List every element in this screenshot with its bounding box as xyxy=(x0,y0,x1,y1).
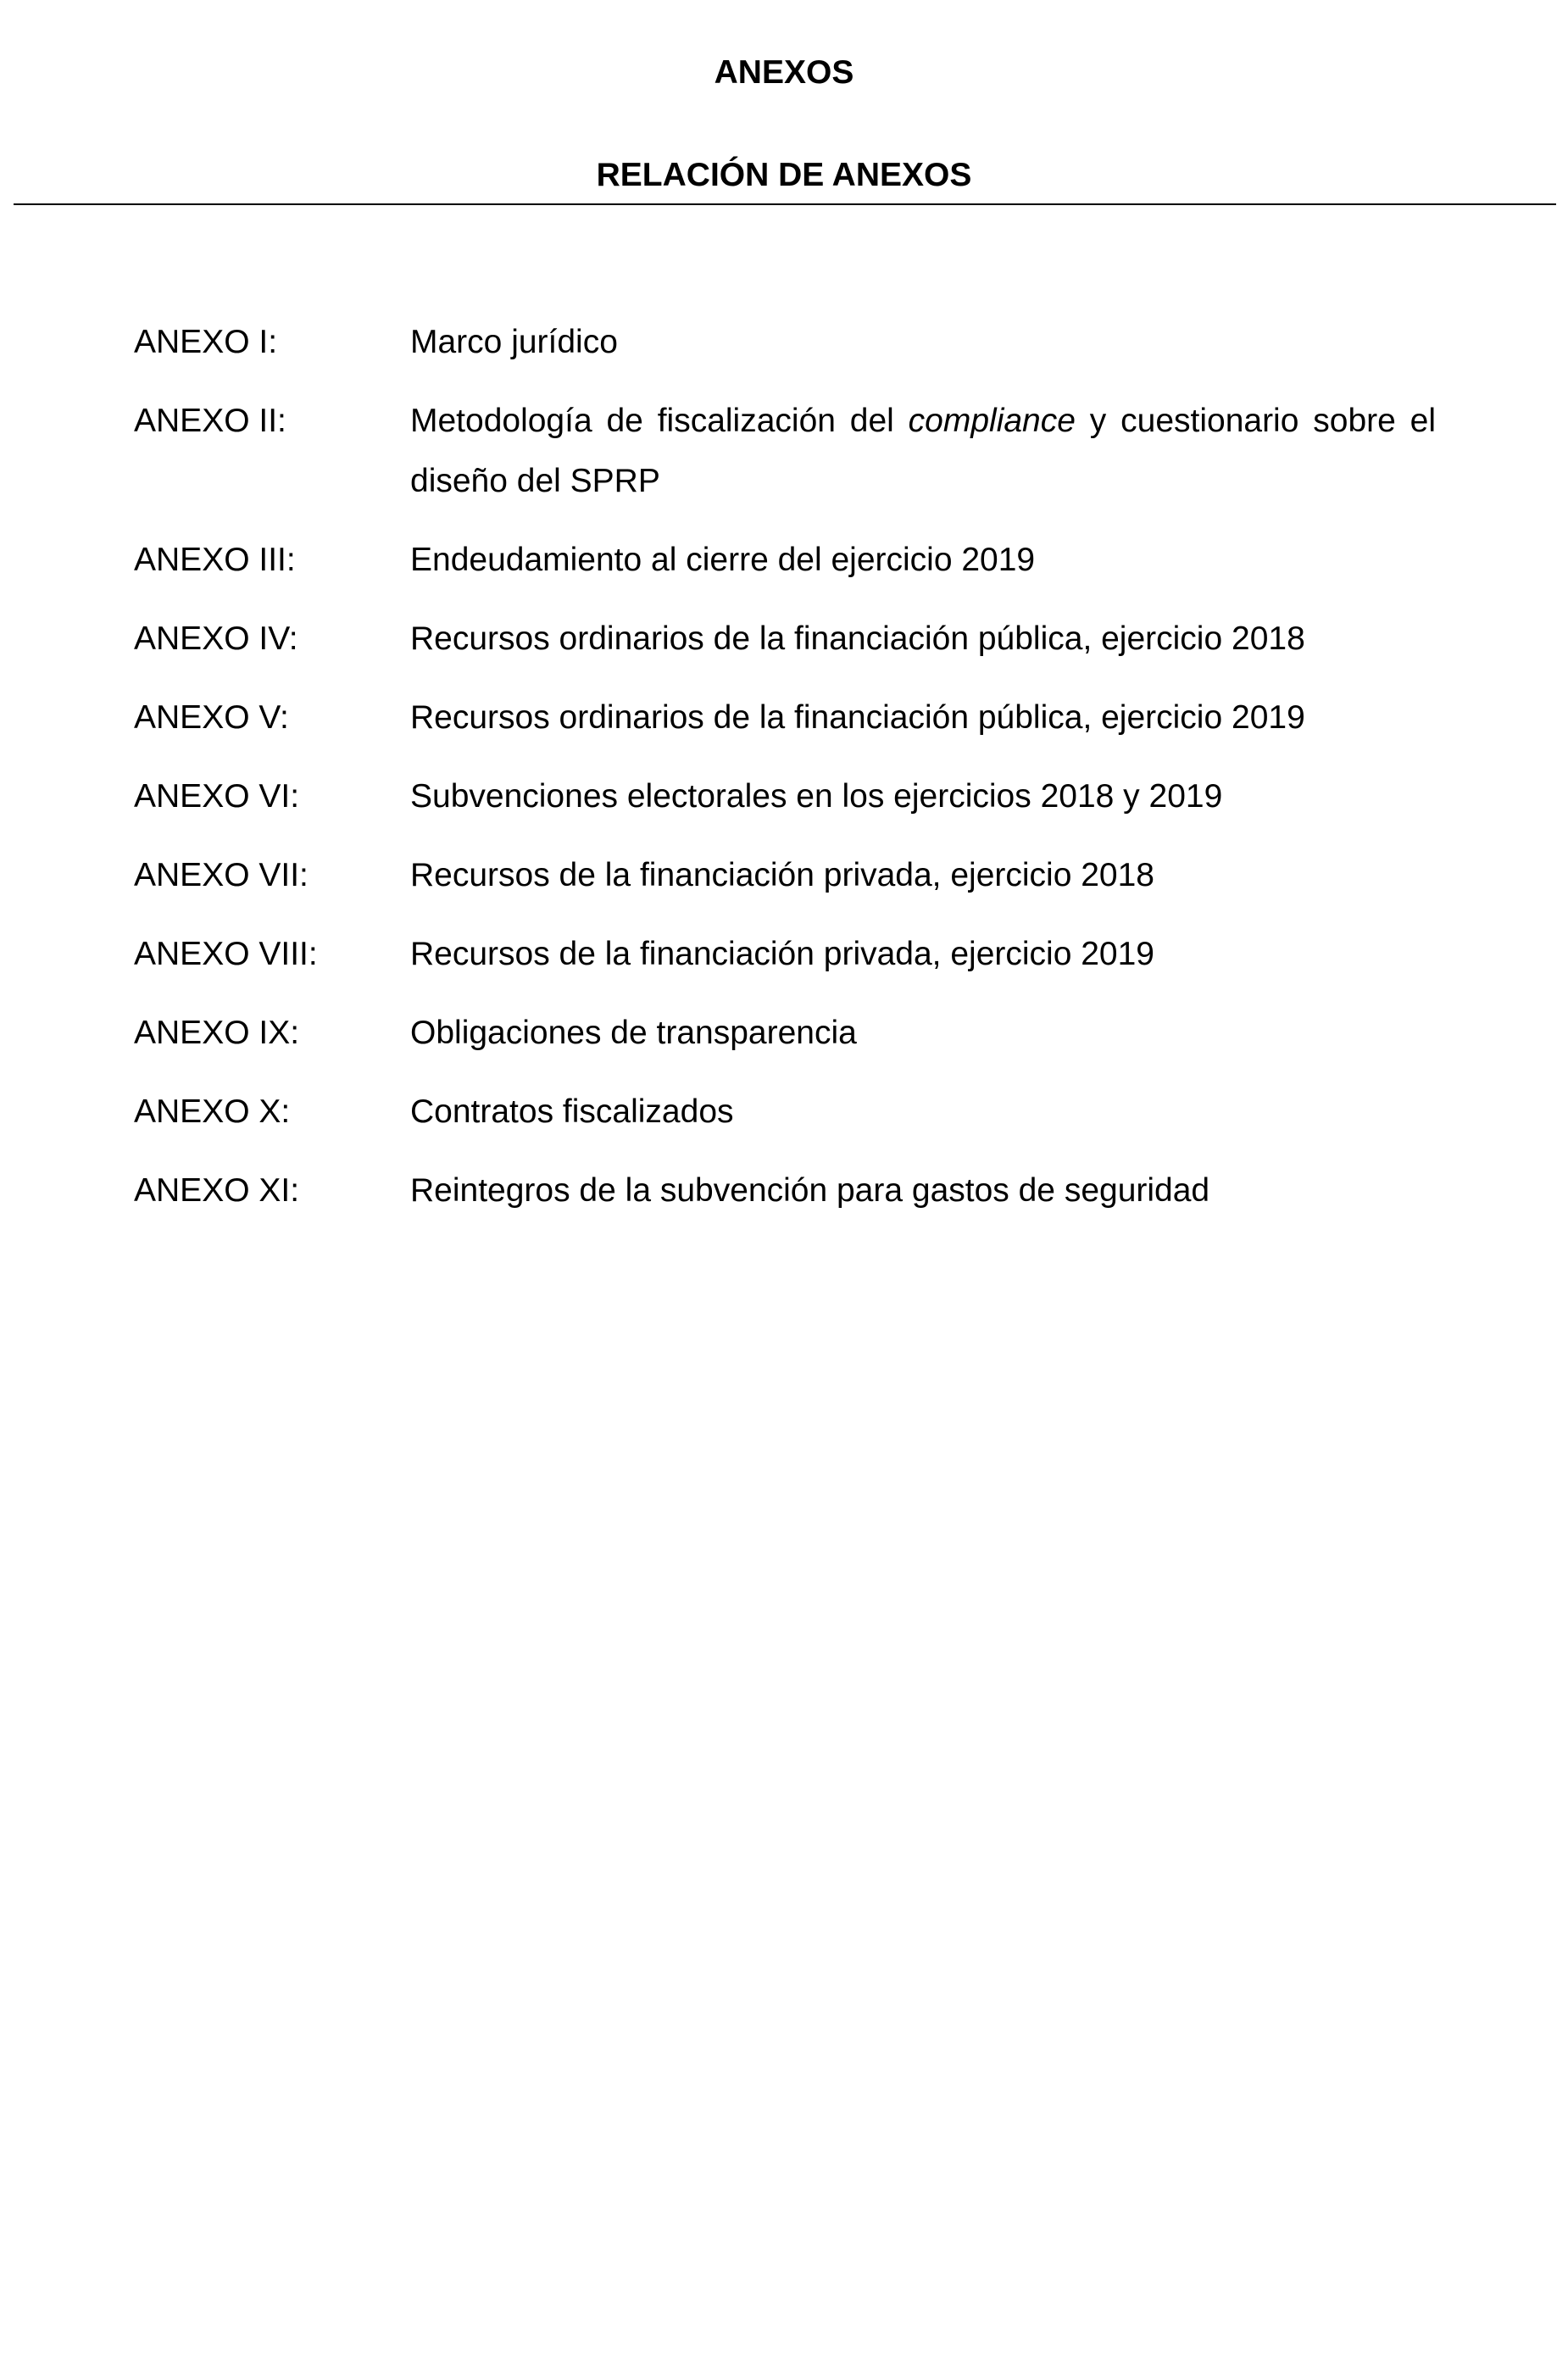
annex-label: ANEXO III: xyxy=(134,542,296,578)
annex-description xyxy=(410,391,1436,511)
annex-label: ANEXO II: xyxy=(134,403,286,439)
annex-item xyxy=(134,766,1439,826)
annex-description: Recursos ordinarios de la financiación pública, ejercicio 2019 xyxy=(410,699,1305,736)
annex-description: Reintegros de la subvención para gastos de seguridad xyxy=(410,1172,1210,1209)
annex-item xyxy=(134,687,1439,748)
annex-label: ANEXO VIII: xyxy=(134,936,318,972)
annex-label: ANEXO X: xyxy=(134,1093,291,1130)
annex-list xyxy=(134,312,1439,1239)
annex-description-text: y cuestionario sobre el diseño del SPRP xyxy=(410,403,1436,499)
page-title: ANEXOS xyxy=(714,54,854,91)
annex-item xyxy=(134,845,1439,905)
annex-description: Obligaciones de transparencia xyxy=(410,1015,857,1051)
section-title: RELACIÓN DE ANEXOS xyxy=(596,157,972,193)
annex-item xyxy=(134,312,1439,372)
annex-label: ANEXO VII: xyxy=(134,857,309,893)
annex-item xyxy=(134,530,1439,590)
annex-description: Recursos de la financiación privada, ejercicio 2018 xyxy=(410,857,1154,893)
annex-label: ANEXO IX: xyxy=(134,1015,300,1051)
annex-item xyxy=(134,391,1439,511)
annex-item xyxy=(134,1082,1439,1142)
annex-description: Recursos de la financiación privada, ejercicio 2019 xyxy=(410,936,1154,972)
annex-description: Contratos fiscalizados xyxy=(410,1093,734,1130)
annex-description-emphasis: compliance xyxy=(908,403,1076,439)
annex-item xyxy=(134,924,1439,984)
annex-label: ANEXO XI: xyxy=(134,1172,300,1209)
annex-label: ANEXO VI: xyxy=(134,778,300,815)
annex-item xyxy=(134,609,1439,669)
annex-description: Endeudamiento al cierre del ejercicio 2019 xyxy=(410,542,1036,578)
annex-description: Recursos ordinarios de la financiación pública, ejercicio 2018 xyxy=(410,620,1305,657)
annex-label: ANEXO V: xyxy=(134,699,289,736)
annex-description: Marco jurídico xyxy=(410,324,618,360)
annex-description: Subvenciones electorales en los ejercicios 2018 y 2019 xyxy=(410,778,1223,815)
annex-label: ANEXO I: xyxy=(134,324,278,360)
annex-label: ANEXO IV: xyxy=(134,620,298,657)
annex-item xyxy=(134,1160,1439,1221)
title-divider xyxy=(14,203,1556,205)
annex-item xyxy=(134,1003,1439,1063)
annex-description-text: Metodología de fiscalización del xyxy=(410,403,909,439)
